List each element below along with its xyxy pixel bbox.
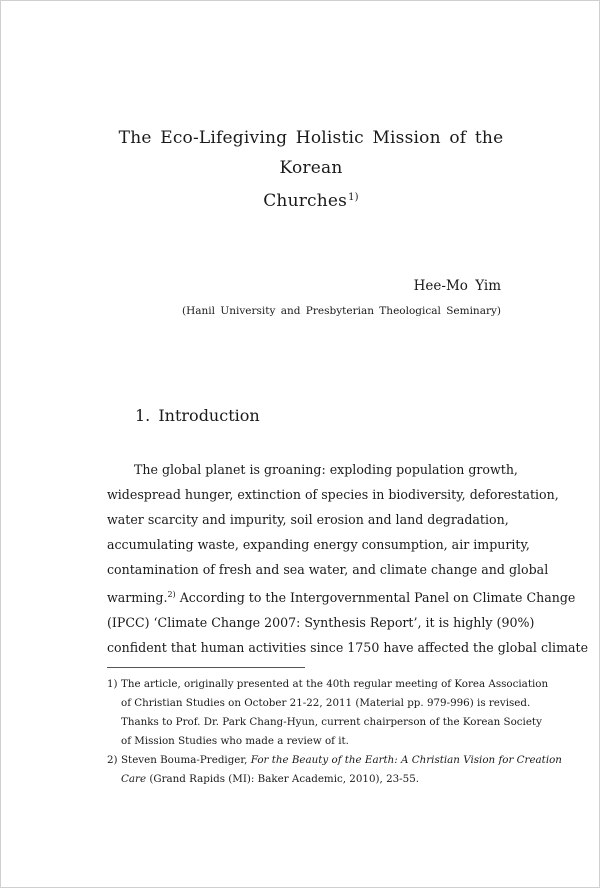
body-line: (IPCC) ‘Climate Change 2007: Synthesis Report’, it is highly (90%): [107, 615, 535, 630]
title-footnote-ref[interactable]: 1): [348, 192, 359, 203]
author-affiliation: (Hanil University and Presbyterian Theological Seminary): [182, 305, 501, 317]
footnote-book-title-cont: Care: [121, 773, 147, 785]
body-line: confident that human activities since 1750 have affected the global climate: [107, 640, 589, 655]
body-footnote-ref[interactable]: 2): [167, 590, 176, 599]
footnotes: [107, 675, 562, 789]
footnote-line: [121, 770, 505, 789]
body-line: water scarcity and impurity, soil erosion and land degradation,: [107, 512, 509, 527]
footnote-2: [107, 751, 562, 789]
footnote-book-title: For the Beauty of the Earth: A Christian Vision for Creation: [250, 754, 562, 766]
body-text: warming.: [107, 590, 168, 605]
footnote-author: Steven Bouma-Prediger,: [121, 754, 251, 766]
footnote-number: 1): [107, 678, 118, 690]
footnote-line: Thanks to Prof. Dr. Park Chang-Hyun, current chairperson of the Korean Society: [121, 716, 542, 728]
body-line: contamination of fresh and sea water, and climate change and global: [107, 562, 549, 577]
body-line: The global planet is groaning: exploding population growth,: [134, 462, 518, 477]
body-paragraph: [107, 457, 589, 660]
footnote-line: of Mission Studies who made a review of it.: [121, 735, 349, 747]
footnote-line: [121, 751, 562, 770]
body-line: widespread hunger, extinction of species in biodiversity, deforestation,: [107, 487, 559, 502]
section-heading: 1. Introduction: [135, 406, 260, 425]
body-line: [107, 582, 576, 610]
article-title: [101, 123, 521, 216]
footnote-line: of Christian Studies on October 21-22, 2011 (Material pp. 979-996) is revised.: [121, 697, 531, 709]
author-name: Hee-Mo Yim: [413, 278, 501, 294]
title-line-2-text: Churches: [263, 191, 348, 211]
title-line-1: The Eco-Lifegiving Holistic Mission of the Korean: [118, 128, 504, 178]
body-text: According to the Intergovernmental Panel on Climate Change: [175, 590, 576, 605]
footnote-line: The article, originally presented at the 40th regular meeting of Korea Association: [121, 678, 549, 690]
footnote-divider: [107, 667, 305, 668]
title-line-2: [101, 183, 521, 216]
footnote-1: [107, 675, 549, 751]
footnote-publication: (Grand Rapids (MI): Baker Academic, 2010), 23-55.: [146, 773, 420, 785]
body-line: accumulating waste, expanding energy consumption, air impurity,: [107, 537, 530, 552]
footnote-number: 2): [107, 754, 118, 766]
